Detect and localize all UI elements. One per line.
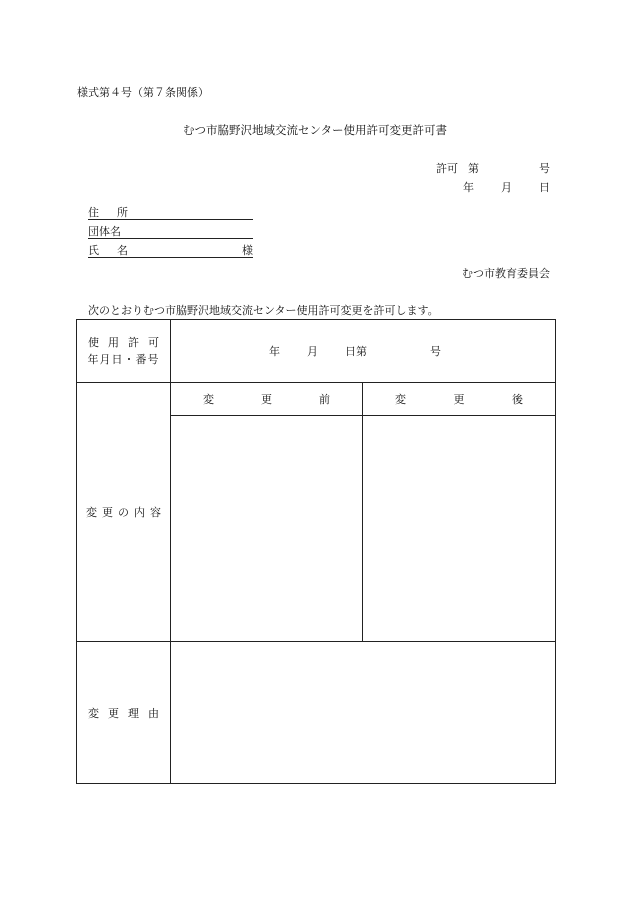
date-month: 月 [501,181,512,194]
row1-month: 月 [307,345,318,358]
before-1: 変 [203,393,214,406]
permit-change-table [76,319,556,784]
issuer: むつ市教育委員会 [462,267,550,280]
change-reason-cell[interactable] [171,642,556,784]
table-row [77,642,556,784]
date-year: 年 [463,181,474,194]
before-3: 前 [319,393,330,406]
name-field [88,242,253,258]
permit-dai: 第 [468,162,479,175]
after-1: 変 [395,393,406,406]
intro-text: 次のとおりむつ市脇野沢地域交流センター使用許可変更を許可します。 [88,304,439,317]
permit-date-number-label [77,320,171,383]
table-row [77,383,556,416]
table-row [77,320,556,383]
group-name-field [88,223,253,239]
after-change-cell[interactable] [363,416,556,642]
date-day: 日 [539,181,550,194]
row1-year: 年 [269,345,280,358]
permit-date-number-value [171,320,556,383]
change-content-label [77,383,171,642]
group-name-label: 団体名 [88,225,121,238]
before-change-cell[interactable] [171,416,363,642]
change-reason-label [77,642,171,784]
after-2: 更 [453,393,465,406]
permit-prefix: 許可 [436,162,458,175]
address-field [88,204,253,220]
after-change-header [363,383,556,416]
name-label-2: 名 [117,244,128,257]
name-label-1: 氏 [88,244,99,257]
content-label-text: 変更の内容 [86,506,166,519]
reason-label-text: 変更理由 [88,706,168,720]
before-change-header [171,383,363,416]
permit-number-line [436,160,550,176]
row1-go: 号 [430,345,441,358]
after-3: 後 [512,393,523,406]
row1-label-line2: 年月日・番号 [87,353,160,366]
issue-date-line [463,179,550,195]
document-title: むつ市脇野沢地域交流センター使用許可変更許可書 [182,123,448,137]
address-label-2: 所 [117,206,128,219]
form-number: 様式第４号（第７条関係） [77,86,209,99]
row1-day-dai: 日第 [345,345,367,358]
row1-label-line1: 使用許可 [88,336,168,349]
honorific: 様 [242,244,253,257]
permit-go: 号 [539,162,550,175]
before-2: 更 [261,393,272,406]
address-label-1: 住 [88,206,99,219]
